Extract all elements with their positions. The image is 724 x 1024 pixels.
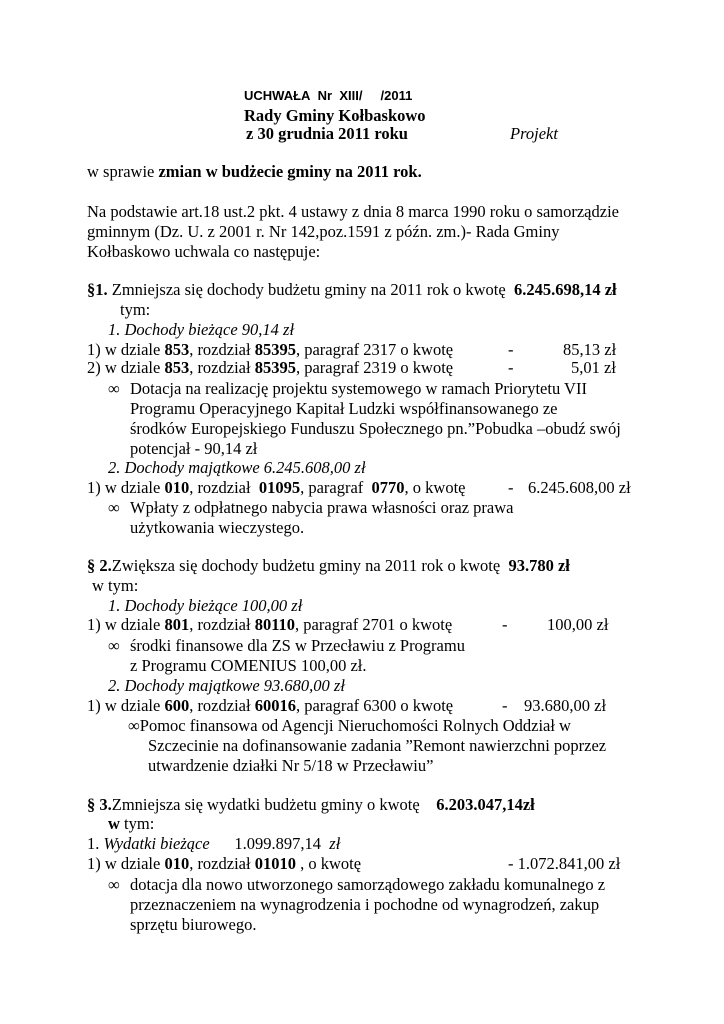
subject-prefix: w sprawie bbox=[87, 162, 155, 181]
section-2-heading bbox=[87, 556, 570, 576]
preamble-line-3: Kołbaskowo uchwala co następuje: bbox=[87, 242, 321, 261]
section-2-number: § 2. bbox=[87, 556, 112, 575]
section-3-sub-1 bbox=[87, 834, 340, 854]
row-dzial: 801 bbox=[164, 615, 190, 634]
section-1-sub-1: 1. Dochody bieżące 90,14 zł bbox=[108, 320, 295, 339]
section-2-row-1-dash: - bbox=[502, 615, 508, 634]
row-lead: 1) w dziale bbox=[87, 696, 161, 715]
row-dzial: 600 bbox=[164, 696, 190, 715]
section-1-bullet-2 bbox=[108, 498, 513, 518]
resolution-date: z 30 grudnia 2011 roku bbox=[246, 124, 408, 143]
section-2-bullet-2 bbox=[128, 716, 571, 736]
row-rozdzial: 80110 bbox=[254, 615, 296, 634]
infinity-bullet-icon: ∞ bbox=[108, 875, 120, 894]
bullet-text: Dotacja na realizację projektu systemowego w ramach Priorytetu VII bbox=[130, 379, 587, 398]
row-lead: 1) w dziale bbox=[87, 340, 161, 359]
section-3-sub-1-unit: zł bbox=[329, 834, 341, 853]
section-2-sub-2: 2. Dochody majątkowe 93.680,00 zł bbox=[108, 676, 345, 695]
section-3-bullet-1-line-2: przeznaczeniem na wynagrodzenia i pochodne od wynagrodzeń, zakup bbox=[130, 895, 600, 914]
section-1-amount: 6.245.698,14 zł bbox=[513, 280, 617, 299]
section-1-row-1-value: 85,13 zł bbox=[563, 340, 617, 359]
row-rozdzial: 60016 bbox=[254, 696, 296, 715]
section-1-text: Zmniejsza się dochody budżetu gminy na 2011 rok o kwotę bbox=[111, 280, 506, 299]
row-dzial: 010 bbox=[164, 854, 190, 873]
infinity-bullet-icon: ∞ bbox=[128, 716, 140, 735]
section-1-sub-2: 2. Dochody majątkowe 6.245.608,00 zł bbox=[108, 458, 366, 477]
row-lead: 1) w dziale bbox=[87, 615, 161, 634]
section-3-sub-1-value: 1.099.897,14 bbox=[234, 834, 322, 853]
bullet-text: Pomoc finansowa od Agencji Nieruchomości Rolnych Oddział w bbox=[139, 716, 571, 735]
row-mid2: , paragraf bbox=[300, 478, 364, 497]
section-2-row-2-dash: - bbox=[502, 696, 508, 715]
section-3-tym-text: tym: bbox=[124, 814, 155, 833]
bullet-text: środki finansowe dla ZS w Przecławiu z Programu bbox=[130, 636, 465, 655]
section-2-tym: w tym: bbox=[92, 576, 139, 595]
section-2-sub-1: 1. Dochody bieżące 100,00 zł bbox=[108, 596, 303, 615]
row-lead: 1) w dziale bbox=[87, 478, 161, 497]
bullet-text: Wpłaty z odpłatnego nabycia prawa własności oraz prawa bbox=[130, 498, 514, 517]
section-1-bullet-1-line-2: Programu Operacyjnego Kapitał Ludzki współfinansowanego ze bbox=[130, 399, 558, 418]
section-2-amount: 93.780 zł bbox=[508, 556, 570, 575]
section-3-bullet-1 bbox=[108, 875, 605, 895]
section-3-row-1 bbox=[87, 854, 361, 874]
row-rest: , paragraf 6300 o kwotę bbox=[295, 696, 454, 715]
row-mid: , rozdział bbox=[189, 340, 251, 359]
section-1-bullet-2-line-2: użytkowania wieczystego. bbox=[130, 518, 305, 537]
section-1-row-3-dash: - bbox=[508, 478, 514, 497]
section-1-row-1 bbox=[87, 340, 453, 360]
infinity-bullet-icon: ∞ bbox=[108, 498, 120, 517]
row-mid: , rozdział bbox=[189, 615, 251, 634]
section-1-row-2-value: 5,01 zł bbox=[571, 358, 616, 377]
section-3-sub-1-number: 1. bbox=[87, 834, 100, 853]
section-3-tym bbox=[108, 814, 154, 834]
row-rozdzial: 01095 bbox=[258, 478, 301, 497]
section-1-row-3 bbox=[87, 478, 466, 498]
row-lead: 1) w dziale bbox=[87, 854, 161, 873]
section-1-row-1-dash: - bbox=[508, 340, 514, 359]
nr-value: XIII/ bbox=[339, 88, 363, 103]
section-2-text: Zwiększa się dochody budżetu gminy na 2011 rok o kwotę bbox=[111, 556, 501, 575]
section-1-bullet-1 bbox=[108, 379, 587, 399]
section-3-sub-1-label: Wydatki bieżące bbox=[103, 834, 210, 853]
resolution-number bbox=[244, 86, 412, 106]
infinity-bullet-icon: ∞ bbox=[108, 636, 120, 655]
council-name: Rady Gminy Kołbaskowo bbox=[244, 106, 426, 125]
row-paragraf: 0770 bbox=[371, 478, 405, 497]
section-1-tym: tym: bbox=[120, 300, 151, 319]
row-lead: 2) w dziale bbox=[87, 358, 161, 377]
section-2-row-1 bbox=[87, 615, 452, 635]
section-3-amount: 6.203.047,14zł bbox=[436, 795, 535, 814]
section-3-row-1-value: - 1.072.841,00 zł bbox=[508, 854, 621, 873]
row-rozdzial: 85395 bbox=[254, 358, 296, 377]
section-2-row-2 bbox=[87, 696, 453, 716]
section-2-row-2-value: 93.680,00 zł bbox=[524, 696, 607, 715]
section-2-bullet-2-line-3: utwardzenie działki Nr 5/18 w Przecławiu” bbox=[148, 756, 434, 775]
row-rest: , paragraf 2317 o kwotę bbox=[295, 340, 454, 359]
row-dzial: 010 bbox=[164, 478, 190, 497]
row-rozdzial: 01010 bbox=[254, 854, 296, 873]
section-2-bullet-1-line-2: z Programu COMENIUS 100,00 zł. bbox=[130, 656, 367, 675]
row-rest: , paragraf 2701 o kwotę bbox=[295, 615, 453, 634]
section-3-heading bbox=[87, 795, 535, 815]
row-rest: , o kwotę bbox=[404, 478, 466, 497]
section-1-number: §1. bbox=[87, 280, 108, 299]
bullet-text: dotacja dla nowo utworzonego samorządowego zakładu komunalnego z bbox=[130, 875, 606, 894]
section-2-row-1-value: 100,00 zł bbox=[547, 615, 609, 634]
row-mid: , rozdział bbox=[189, 854, 251, 873]
section-2-bullet-1 bbox=[108, 636, 465, 656]
row-mid: , rozdział bbox=[189, 478, 251, 497]
row-dzial: 853 bbox=[164, 340, 190, 359]
section-3-text: Zmniejsza się wydatki budżetu gminy o kwotę bbox=[111, 795, 420, 814]
section-3-number: § 3. bbox=[87, 795, 112, 814]
uchwala-label: UCHWAŁA bbox=[244, 88, 311, 103]
section-2-bullet-2-line-2: Szczecinie na dofinansowanie zadania ”Remont nawierzchni poprzez bbox=[148, 736, 607, 755]
subject-bold: zmian w budżecie gminy na 2011 rok. bbox=[158, 162, 422, 181]
nr-label: Nr bbox=[317, 88, 333, 103]
section-3-bullet-1-line-3: sprzętu biurowego. bbox=[130, 915, 257, 934]
section-1-heading bbox=[87, 280, 617, 300]
row-rozdzial: 85395 bbox=[254, 340, 296, 359]
preamble-line-2: gminnym (Dz. U. z 2001 r. Nr 142,poz.1591 z późn. zm.)- Rada Gminy bbox=[87, 222, 560, 241]
projekt-label: Projekt bbox=[510, 124, 558, 143]
section-1-bullet-1-line-3: środków Europejskiego Funduszu Społecznego pn.”Pobudka –obudź swój bbox=[130, 419, 621, 438]
infinity-bullet-icon: ∞ bbox=[108, 379, 120, 398]
section-3-tym-w: w bbox=[108, 814, 120, 833]
nr-year: /2011 bbox=[380, 88, 413, 103]
subject-line bbox=[87, 162, 422, 182]
row-rest: , o kwotę bbox=[295, 854, 362, 873]
row-mid: , rozdział bbox=[189, 696, 251, 715]
section-1-bullet-1-line-4: potencjał - 90,14 zł bbox=[130, 439, 258, 458]
row-dzial: 853 bbox=[164, 358, 190, 377]
row-rest: , paragraf 2319 o kwotę bbox=[295, 358, 454, 377]
preamble-line-1: Na podstawie art.18 ust.2 pkt. 4 ustawy z dnia 8 marca 1990 roku o samorządzie bbox=[87, 202, 619, 221]
section-1-row-2-dash: - bbox=[508, 358, 514, 377]
section-1-row-3-value: 6.245.608,00 zł bbox=[528, 478, 631, 497]
row-mid: , rozdział bbox=[189, 358, 251, 377]
section-1-row-2 bbox=[87, 358, 453, 378]
